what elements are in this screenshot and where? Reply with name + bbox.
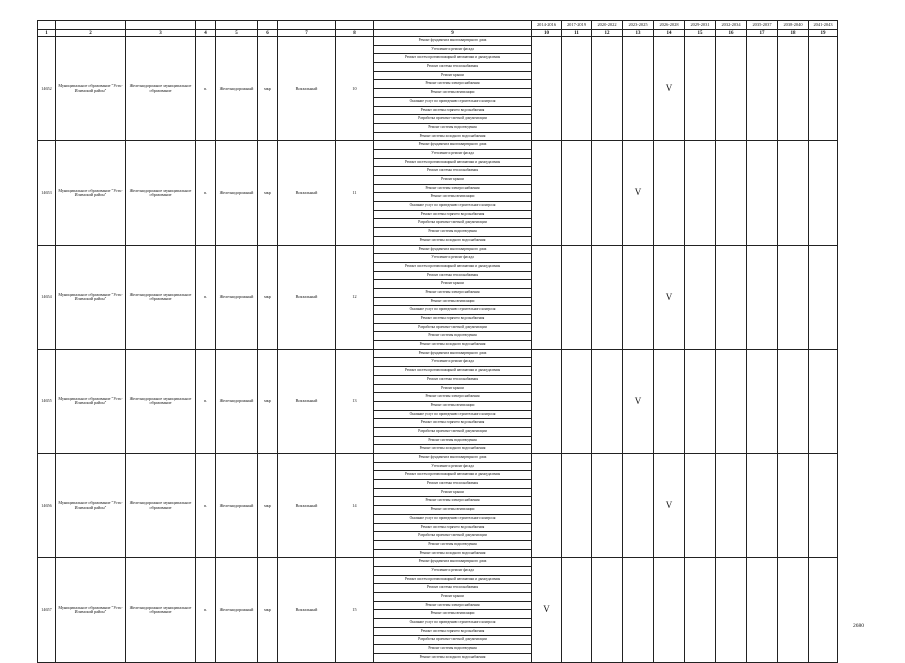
work-type-cell: Оказание услуг по проведению строительного контроля — [374, 410, 532, 419]
work-type-cell: Ремонт системы горячего водоснабжения — [374, 523, 532, 532]
column-number-cell: 15 — [685, 30, 716, 37]
period-cell — [716, 141, 747, 245]
period-cell — [532, 349, 562, 453]
work-type-cell: Ремонт систем противопожарной автоматики и дымоудаления — [374, 54, 532, 63]
column-number-row — [38, 30, 838, 37]
work-type-cell: Ремонт системы вентиляции — [374, 193, 532, 202]
blank-header-cell — [196, 21, 216, 30]
work-type-cell: Ремонт крыши — [374, 593, 532, 602]
house-number-cell: 15 — [336, 558, 374, 662]
work-type-cell: Ремонт системы холодного водоснабжения — [374, 341, 532, 350]
year-period-cell: 2041-2043 — [809, 21, 838, 30]
period-cell — [623, 454, 654, 558]
year-header-row — [38, 21, 838, 30]
period-cell — [778, 558, 809, 662]
work-type-cell: Ремонт крыши — [374, 176, 532, 185]
work-type-cell: Ремонт крыши — [374, 384, 532, 393]
house-number-cell: 11 — [336, 141, 374, 245]
year-period-cell: 2017-2019 — [562, 21, 592, 30]
period-cell — [747, 558, 778, 662]
work-type-cell: Ремонт системы теплоснабжения — [374, 167, 532, 176]
column-number-cell: 3 — [126, 30, 196, 37]
work-type-cell: Ремонт фундамента многоквартирного дома — [374, 245, 532, 254]
table-row — [38, 245, 838, 254]
period-cell — [685, 349, 716, 453]
blank-header-cell — [336, 21, 374, 30]
period-cell — [685, 245, 716, 349]
planned-period-mark: V — [623, 349, 654, 453]
work-type-cell: Ремонт крыши — [374, 280, 532, 289]
planned-period-mark: V — [623, 141, 654, 245]
work-type-cell: Ремонт системы электроснабжения — [374, 288, 532, 297]
page-number: 2680 — [853, 623, 864, 629]
work-type-cell: Ремонт фундамента многоквартирного дома — [374, 558, 532, 567]
work-type-cell: Ремонт системы водоотведения — [374, 332, 532, 341]
period-cell — [809, 141, 838, 245]
street-cell: Вокзальный — [278, 245, 336, 349]
settlement-cell: Железнодорожное муниципальное образование — [126, 141, 196, 245]
work-type-cell: Утепление и ремонт фасада — [374, 566, 532, 575]
period-cell — [778, 245, 809, 349]
work-type-cell: Оказание услуг по проведению строительного контроля — [374, 306, 532, 315]
work-type-cell: Разработка проектно-сметной документации — [374, 219, 532, 228]
work-type-cell: Ремонт системы водоотведения — [374, 228, 532, 237]
settlement-name-cell: Железнодорожный — [216, 141, 258, 245]
period-cell — [654, 141, 685, 245]
settlement-type-cell: п. — [196, 245, 216, 349]
period-cell — [592, 141, 623, 245]
column-number-cell: 4 — [196, 30, 216, 37]
column-number-cell: 6 — [258, 30, 278, 37]
column-number-cell: 2 — [56, 30, 126, 37]
work-type-cell: Ремонт крыши — [374, 71, 532, 80]
work-type-cell: Ремонт фундамента многоквартирного дома — [374, 37, 532, 46]
period-cell — [716, 349, 747, 453]
table-row — [38, 558, 838, 567]
table-row — [38, 37, 838, 46]
period-cell — [747, 37, 778, 141]
column-number-cell: 16 — [716, 30, 747, 37]
column-number-cell: 19 — [809, 30, 838, 37]
work-type-cell: Оказание услуг по проведению строительного контроля — [374, 619, 532, 628]
settlement-name-cell: Железнодорожный — [216, 349, 258, 453]
street-type-cell: мкр — [258, 37, 278, 141]
year-period-cell: 2026-2028 — [654, 21, 685, 30]
period-cell — [592, 37, 623, 141]
work-type-cell: Утепление и ремонт фасада — [374, 149, 532, 158]
municipality-cell: Муниципальное образование "Усть-Илимский район" — [56, 349, 126, 453]
work-type-cell: Ремонт системы водоотведения — [374, 540, 532, 549]
column-number-cell: 5 — [216, 30, 258, 37]
column-number-cell: 13 — [623, 30, 654, 37]
work-type-cell: Утепление и ремонт фасада — [374, 462, 532, 471]
repair-schedule-table — [37, 20, 838, 663]
period-cell — [562, 349, 592, 453]
period-cell — [716, 37, 747, 141]
work-type-cell: Утепление и ремонт фасада — [374, 254, 532, 263]
work-type-cell: Ремонт системы электроснабжения — [374, 497, 532, 506]
work-type-cell: Ремонт системы водоотведения — [374, 645, 532, 654]
planned-period-mark: V — [654, 245, 685, 349]
work-type-cell: Ремонт системы теплоснабжения — [374, 271, 532, 280]
work-type-cell: Ремонт системы теплоснабжения — [374, 63, 532, 72]
work-type-cell: Разработка проектно-сметной документации — [374, 532, 532, 541]
settlement-name-cell: Железнодорожный — [216, 245, 258, 349]
column-number-cell: 18 — [778, 30, 809, 37]
period-cell — [562, 37, 592, 141]
municipality-cell: Муниципальное образование "Усть-Илимский район" — [56, 454, 126, 558]
work-type-cell: Ремонт крыши — [374, 488, 532, 497]
municipality-cell: Муниципальное образование "Усть-Илимский район" — [56, 558, 126, 662]
period-cell — [685, 454, 716, 558]
period-cell — [716, 454, 747, 558]
period-cell — [747, 349, 778, 453]
municipality-cell: Муниципальное образование "Усть-Илимский район" — [56, 141, 126, 245]
object-id-cell: 14657 — [38, 558, 56, 662]
work-type-cell: Ремонт системы теплоснабжения — [374, 375, 532, 384]
year-period-cell: 2029-2031 — [685, 21, 716, 30]
work-type-cell: Ремонт системы вентиляции — [374, 297, 532, 306]
column-number-cell: 11 — [562, 30, 592, 37]
work-type-cell: Ремонт системы горячего водоснабжения — [374, 315, 532, 324]
period-cell — [592, 454, 623, 558]
settlement-cell: Железнодорожное муниципальное образование — [126, 245, 196, 349]
table-row — [38, 141, 838, 150]
settlement-cell: Железнодорожное муниципальное образование — [126, 558, 196, 662]
period-cell — [623, 37, 654, 141]
period-cell — [778, 349, 809, 453]
period-cell — [778, 454, 809, 558]
municipality-cell: Муниципальное образование "Усть-Илимский район" — [56, 245, 126, 349]
period-cell — [592, 245, 623, 349]
work-type-cell: Утепление и ремонт фасада — [374, 358, 532, 367]
planned-period-mark: V — [654, 454, 685, 558]
column-number-cell: 8 — [336, 30, 374, 37]
work-type-cell: Ремонт системы вентиляции — [374, 89, 532, 98]
period-cell — [562, 245, 592, 349]
settlement-type-cell: п. — [196, 454, 216, 558]
year-period-cell: 2020-2022 — [592, 21, 623, 30]
work-type-cell: Ремонт системы вентиляции — [374, 610, 532, 619]
work-type-cell: Ремонт системы теплоснабжения — [374, 480, 532, 489]
work-type-cell: Ремонт системы горячего водоснабжения — [374, 106, 532, 115]
settlement-cell: Железнодорожное муниципальное образование — [126, 37, 196, 141]
blank-header-cell — [374, 21, 532, 30]
period-cell — [562, 454, 592, 558]
work-type-cell: Ремонт систем противопожарной автоматики и дымоудаления — [374, 471, 532, 480]
work-type-cell: Ремонт фундамента многоквартирного дома — [374, 141, 532, 150]
object-id-cell: 14654 — [38, 245, 56, 349]
work-type-cell: Утепление и ремонт фасада — [374, 45, 532, 54]
period-cell — [747, 141, 778, 245]
work-type-cell: Ремонт системы горячего водоснабжения — [374, 627, 532, 636]
work-type-cell: Разработка проектно-сметной документации — [374, 115, 532, 124]
table-row — [38, 454, 838, 463]
municipality-cell: Муниципальное образование "Усть-Илимский район" — [56, 37, 126, 141]
work-type-cell: Ремонт системы электроснабжения — [374, 393, 532, 402]
blank-header-cell — [126, 21, 196, 30]
period-cell — [809, 37, 838, 141]
house-number-cell: 14 — [336, 454, 374, 558]
settlement-type-cell: п. — [196, 349, 216, 453]
table-body — [38, 37, 838, 663]
work-type-cell: Ремонт системы электроснабжения — [374, 601, 532, 610]
blank-header-cell — [56, 21, 126, 30]
column-number-cell: 12 — [592, 30, 623, 37]
settlement-name-cell: Железнодорожный — [216, 454, 258, 558]
register-sheet — [37, 20, 837, 663]
street-cell: Вокзальный — [278, 37, 336, 141]
period-cell — [716, 245, 747, 349]
work-type-cell: Ремонт систем противопожарной автоматики и дымоудаления — [374, 158, 532, 167]
column-number-cell: 9 — [374, 30, 532, 37]
settlement-cell: Железнодорожное муниципальное образование — [126, 349, 196, 453]
street-cell: Вокзальный — [278, 349, 336, 453]
object-id-cell: 14656 — [38, 454, 56, 558]
blank-header-cell — [216, 21, 258, 30]
period-cell — [685, 141, 716, 245]
settlement-name-cell: Железнодорожный — [216, 558, 258, 662]
period-cell — [532, 141, 562, 245]
work-type-cell: Ремонт системы холодного водоснабжения — [374, 236, 532, 245]
street-type-cell: мкр — [258, 558, 278, 662]
period-cell — [654, 349, 685, 453]
planned-period-mark: V — [532, 558, 562, 662]
planned-period-mark: V — [654, 37, 685, 141]
year-period-cell: 2014-2016 — [532, 21, 562, 30]
period-cell — [685, 558, 716, 662]
blank-header-cell — [38, 21, 56, 30]
work-type-cell: Ремонт системы холодного водоснабжения — [374, 549, 532, 558]
period-cell — [778, 37, 809, 141]
work-type-cell: Ремонт фундамента многоквартирного дома — [374, 454, 532, 463]
settlement-type-cell: п. — [196, 141, 216, 245]
work-type-cell: Ремонт системы горячего водоснабжения — [374, 210, 532, 219]
period-cell — [562, 558, 592, 662]
period-cell — [532, 37, 562, 141]
table-row — [38, 349, 838, 358]
blank-header-cell — [258, 21, 278, 30]
work-type-cell: Ремонт фундамента многоквартирного дома — [374, 349, 532, 358]
work-type-cell: Ремонт систем противопожарной автоматики и дымоудаления — [374, 262, 532, 271]
street-type-cell: мкр — [258, 349, 278, 453]
work-type-cell: Разработка проектно-сметной документации — [374, 636, 532, 645]
period-cell — [532, 245, 562, 349]
year-period-cell: 2038-2040 — [778, 21, 809, 30]
year-period-cell: 2023-2025 — [623, 21, 654, 30]
work-type-cell: Ремонт системы вентиляции — [374, 506, 532, 515]
period-cell — [623, 558, 654, 662]
period-cell — [654, 558, 685, 662]
period-cell — [809, 454, 838, 558]
street-type-cell: мкр — [258, 141, 278, 245]
column-number-cell: 7 — [278, 30, 336, 37]
period-cell — [716, 558, 747, 662]
work-type-cell: Ремонт системы водоотведения — [374, 123, 532, 132]
house-number-cell: 12 — [336, 245, 374, 349]
street-cell: Вокзальный — [278, 454, 336, 558]
column-number-cell: 17 — [747, 30, 778, 37]
object-id-cell: 14652 — [38, 37, 56, 141]
period-cell — [685, 37, 716, 141]
period-cell — [809, 245, 838, 349]
work-type-cell: Ремонт систем противопожарной автоматики и дымоудаления — [374, 575, 532, 584]
settlement-type-cell: п. — [196, 37, 216, 141]
work-type-cell: Ремонт систем противопожарной автоматики и дымоудаления — [374, 367, 532, 376]
period-cell — [778, 141, 809, 245]
house-number-cell: 10 — [336, 37, 374, 141]
settlement-type-cell: п. — [196, 558, 216, 662]
house-number-cell: 13 — [336, 349, 374, 453]
street-cell: Вокзальный — [278, 558, 336, 662]
work-type-cell: Разработка проектно-сметной документации — [374, 427, 532, 436]
work-type-cell: Оказание услуг по проведению строительного контроля — [374, 97, 532, 106]
column-number-cell: 1 — [38, 30, 56, 37]
street-type-cell: мкр — [258, 454, 278, 558]
work-type-cell: Ремонт системы теплоснабжения — [374, 584, 532, 593]
settlement-cell: Железнодорожное муниципальное образование — [126, 454, 196, 558]
period-cell — [532, 454, 562, 558]
object-id-cell: 14653 — [38, 141, 56, 245]
object-id-cell: 14655 — [38, 349, 56, 453]
period-cell — [809, 349, 838, 453]
work-type-cell: Ремонт системы горячего водоснабжения — [374, 419, 532, 428]
work-type-cell: Ремонт системы вентиляции — [374, 401, 532, 410]
work-type-cell: Ремонт системы водоотведения — [374, 436, 532, 445]
settlement-name-cell: Железнодорожный — [216, 37, 258, 141]
work-type-cell: Ремонт системы электроснабжения — [374, 80, 532, 89]
column-number-cell: 10 — [532, 30, 562, 37]
work-type-cell: Оказание услуг по проведению строительного контроля — [374, 202, 532, 211]
work-type-cell: Ремонт системы холодного водоснабжения — [374, 132, 532, 141]
work-type-cell: Ремонт системы холодного водоснабжения — [374, 653, 532, 662]
period-cell — [562, 141, 592, 245]
period-cell — [809, 558, 838, 662]
period-cell — [747, 245, 778, 349]
street-cell: Вокзальный — [278, 141, 336, 245]
year-period-cell: 2032-2034 — [716, 21, 747, 30]
work-type-cell: Ремонт системы электроснабжения — [374, 184, 532, 193]
period-cell — [592, 349, 623, 453]
work-type-cell: Оказание услуг по проведению строительного контроля — [374, 514, 532, 523]
period-cell — [747, 454, 778, 558]
street-type-cell: мкр — [258, 245, 278, 349]
period-cell — [623, 245, 654, 349]
work-type-cell: Разработка проектно-сметной документации — [374, 323, 532, 332]
table-header — [38, 21, 838, 37]
period-cell — [592, 558, 623, 662]
blank-header-cell — [278, 21, 336, 30]
column-number-cell: 14 — [654, 30, 685, 37]
year-period-cell: 2035-2037 — [747, 21, 778, 30]
work-type-cell: Ремонт системы холодного водоснабжения — [374, 445, 532, 454]
